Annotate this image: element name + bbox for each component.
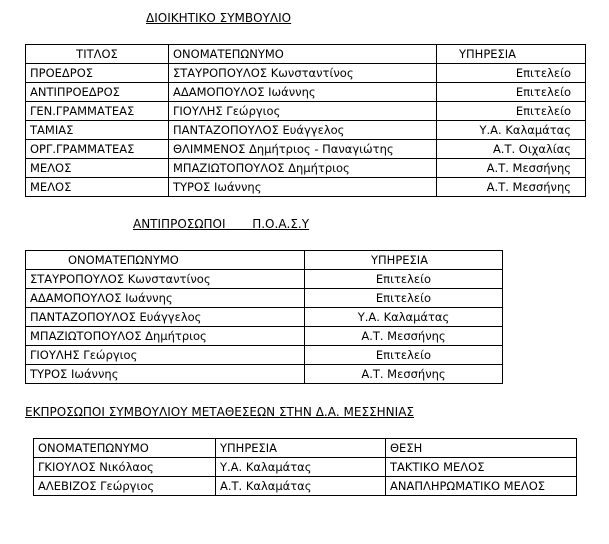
cell-service: Επιτελείο	[305, 346, 503, 365]
table-row	[26, 83, 586, 102]
cell-title: ΟΡΓ.ΓΡΑΜΜΑΤΕΑΣ	[26, 140, 169, 159]
cell-name: ΠΑΝΤΑΖΟΠΟΥΛΟΣ Ευάγγελος	[26, 308, 305, 327]
cell-name: ΜΠΑΖΙΩΤΟΠΟΥΛΟΣ Δημήτριος	[26, 327, 305, 346]
cell-service: Α.Τ. Οιχαλίας	[437, 140, 586, 159]
table-row	[26, 121, 586, 140]
cell-name: ΜΠΑΖΙΩΤΟΠΟΥΛΟΣ Δημήτριος	[169, 159, 437, 178]
cell-service: Επιτελείο	[305, 270, 503, 289]
header-name: ΟΝΟΜΑΤΕΠΩΝΥΜΟ	[34, 439, 216, 458]
table-row	[26, 289, 503, 308]
table-row	[26, 140, 586, 159]
board-table	[25, 44, 586, 197]
cell-service: Επιτελείο	[437, 102, 586, 121]
cell-name: ΓΙΟΥΛΗΣ Γεώργιος	[169, 102, 437, 121]
cell-service: Υ.Α. Καλαμάτας	[216, 458, 386, 477]
cell-service: Α.Τ. Καλαμάτας	[216, 477, 386, 496]
cell-name: ΑΔΑΜΟΠΟΥΛΟΣ Ιωάννης	[26, 289, 305, 308]
cell-title: ΓΕΝ.ΓΡΑΜΜΑΤΕΑΣ	[26, 102, 169, 121]
table-row	[26, 102, 586, 121]
cell-name: ΓΙΟΥΛΗΣ Γεώργιος	[26, 346, 305, 365]
cell-name: ΑΛΕΒΙΖΟΣ Γεώργιος	[34, 477, 216, 496]
header-title: ΤΙΤΛΟΣ	[26, 45, 169, 64]
header-position: ΘΕΣΗ	[386, 439, 577, 458]
table-row	[26, 327, 503, 346]
table-row	[34, 477, 577, 496]
table-row	[26, 64, 586, 83]
header-service: ΥΠΗΡΕΣΙΑ	[305, 251, 503, 270]
cell-name: ΣΤΑΥΡΟΠΟΥΛΟΣ Κωνσταντίνος	[26, 270, 305, 289]
cell-name: ΠΑΝΤΑΖΟΠΟΥΛΟΣ Ευάγγελος	[169, 121, 437, 140]
cell-name: ΓΚΙΟΥΛΟΣ Νικόλαος	[34, 458, 216, 477]
cell-service: Υ.Α. Καλαμάτας	[437, 121, 586, 140]
transfers-title: ΕΚΠΡΟΣΩΠΟΙ ΣΥΜΒΟΥΛΙΟΥ ΜΕΤΑΘΕΣΕΩΝ ΣΤΗΝ Δ.Α. ΜΕΣΣΗΝΙΑΣ	[25, 405, 414, 419]
cell-service: Α.Τ. Μεσσήνης	[437, 178, 586, 197]
cell-name: ΑΔΑΜΟΠΟΥΛΟΣ Ιωάννης	[169, 83, 437, 102]
table-header-row	[26, 45, 586, 64]
cell-title: ΜΕΛΟΣ	[26, 178, 169, 197]
cell-service: Επιτελείο	[305, 289, 503, 308]
cell-service: Α.Τ. Μεσσήνης	[305, 327, 503, 346]
cell-title: ΤΑΜΙΑΣ	[26, 121, 169, 140]
table-header-row	[34, 439, 577, 458]
cell-service: Υ.Α. Καλαμάτας	[305, 308, 503, 327]
table-header-row	[26, 251, 503, 270]
cell-title: ΜΕΛΟΣ	[26, 159, 169, 178]
cell-service: Επιτελείο	[437, 83, 586, 102]
cell-title: ΠΡΟΕΔΡΟΣ	[26, 64, 169, 83]
header-name: ΟΝΟΜΑΤΕΠΩΝΥΜΟ	[169, 45, 437, 64]
table-row	[26, 365, 503, 384]
cell-title: ΑΝΤΙΠΡΟΕΔΡΟΣ	[26, 83, 169, 102]
transfers-table	[33, 438, 577, 496]
header-name: ΟΝΟΜΑΤΕΠΩΝΥΜΟ	[26, 251, 305, 270]
table-row	[26, 308, 503, 327]
cell-service: Α.Τ. Μεσσήνης	[305, 365, 503, 384]
table-row	[26, 346, 503, 365]
header-service: ΥΠΗΡΕΣΙΑ	[216, 439, 386, 458]
cell-name: ΣΤΑΥΡΟΠΟΥΛΟΣ Κωνσταντίνος	[169, 64, 437, 83]
table-row	[26, 270, 503, 289]
table-row	[34, 458, 577, 477]
table-row	[26, 178, 586, 197]
cell-service: Α.Τ. Μεσσήνης	[437, 159, 586, 178]
cell-position: ΤΑΚΤΙΚΟ ΜΕΛΟΣ	[386, 458, 577, 477]
cell-service: Επιτελείο	[437, 64, 586, 83]
table-row	[26, 159, 586, 178]
cell-position: ΑΝΑΠΛΗΡΩΜΑΤΙΚΟ ΜΕΛΟΣ	[386, 477, 577, 496]
poasy-table	[25, 250, 503, 384]
cell-name: ΘΛΙΜΜΕΝΟΣ Δημήτριος - Παναγιώτης	[169, 140, 437, 159]
cell-name: ΤΥΡΟΣ Ιωάννης	[169, 178, 437, 197]
header-service: ΥΠΗΡΕΣΙΑ	[437, 45, 586, 64]
cell-name: ΤΥΡΟΣ Ιωάννης	[26, 365, 305, 384]
poasy-title: ΑΝΤΙΠΡΟΣΩΠΟΙ Π.Ο.Α.Σ.Υ	[133, 217, 310, 231]
board-title: ΔΙΟΙΚΗΤΙΚΟ ΣΥΜΒΟΥΛΙΟ	[146, 11, 292, 25]
